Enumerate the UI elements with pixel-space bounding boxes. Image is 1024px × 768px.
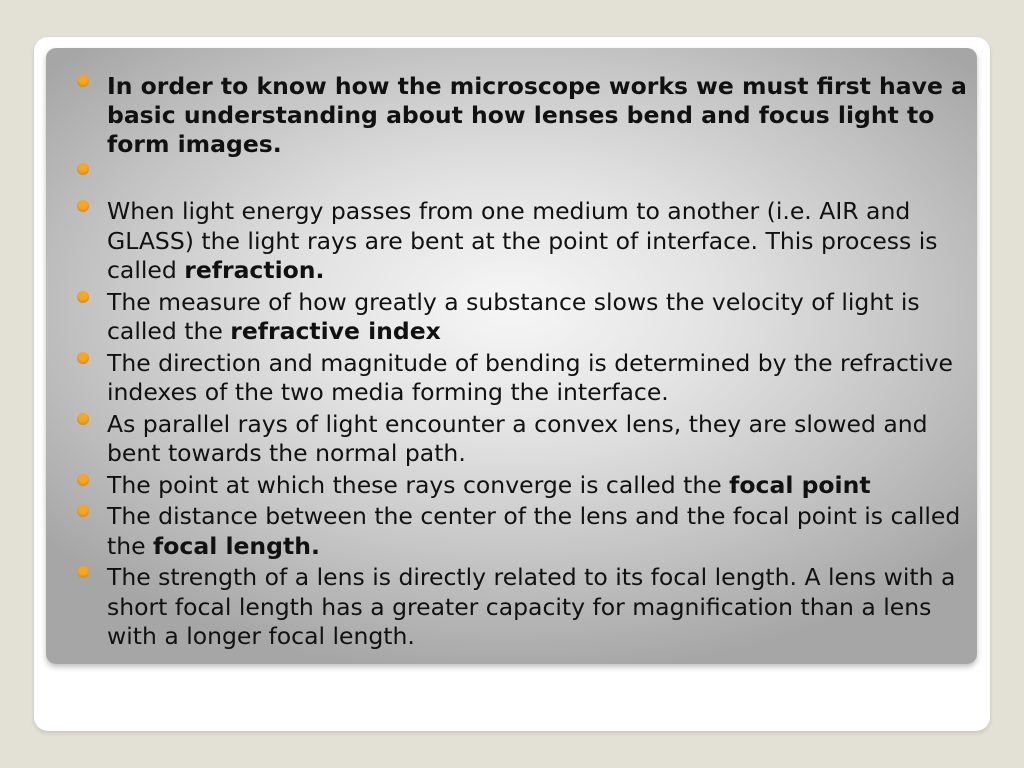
bullet-item-bending: [107, 349, 967, 408]
bullet-dot-icon: [77, 505, 89, 517]
bullet-dot-icon: [77, 291, 89, 303]
bullet-dot-icon: [77, 474, 89, 486]
bullet-dot-icon: [77, 75, 89, 87]
bullet-text: In order to know how the microscope works we must first have a basic understanding about how lenses bend and focus light to form images.: [107, 72, 967, 158]
bullet-item-refractive-index: [107, 288, 967, 347]
bullet-list: [107, 72, 967, 654]
bullet-text: The distance between the center of the lens and the focal point is called the: [107, 502, 961, 560]
bullet-item-refraction: [107, 197, 967, 286]
bullet-item-convex-lens: [107, 410, 967, 469]
bullet-dot-icon: [77, 352, 89, 364]
bullet-bold-term: focal length.: [153, 531, 320, 560]
bullet-text: The measure of how greatly a substance slows the velocity of light is called the: [107, 287, 920, 345]
bullet-dot-icon: [77, 413, 89, 425]
bullet-dot-icon: [77, 566, 89, 578]
bullet-text: When light energy passes from one medium to another (i.e. AIR and GLASS) the light rays are bent at the point of interface. This process is called: [107, 197, 938, 284]
bullet-text: The strength of a lens is directly related to its focal length. A lens with a short focal length has a greater capacity for magnification than a lens with a longer focal length.: [107, 563, 956, 650]
bullet-item-focal-length: [107, 502, 967, 561]
bullet-item-focal-point: [107, 471, 967, 501]
bullet-bold-term: focal point: [729, 470, 871, 499]
bullet-text: The point at which these rays converge is called the: [107, 470, 730, 499]
bullet-item-intro: [107, 72, 967, 159]
bullet-bold-term: refractive index: [230, 317, 441, 345]
bullet-dot-icon: [77, 163, 89, 175]
bullet-item-lens-strength: [107, 563, 967, 652]
bullet-text: The direction and magnitude of bending is determined by the refractive indexes of the two media forming the interface.: [107, 348, 954, 406]
bullet-text: As parallel rays of light encounter a convex lens, they are slowed and bent towards the normal path.: [107, 409, 928, 467]
bullet-dot-icon: [77, 200, 89, 212]
bullet-bold-term: refraction.: [184, 256, 325, 284]
bullet-item-empty: [107, 161, 967, 187]
